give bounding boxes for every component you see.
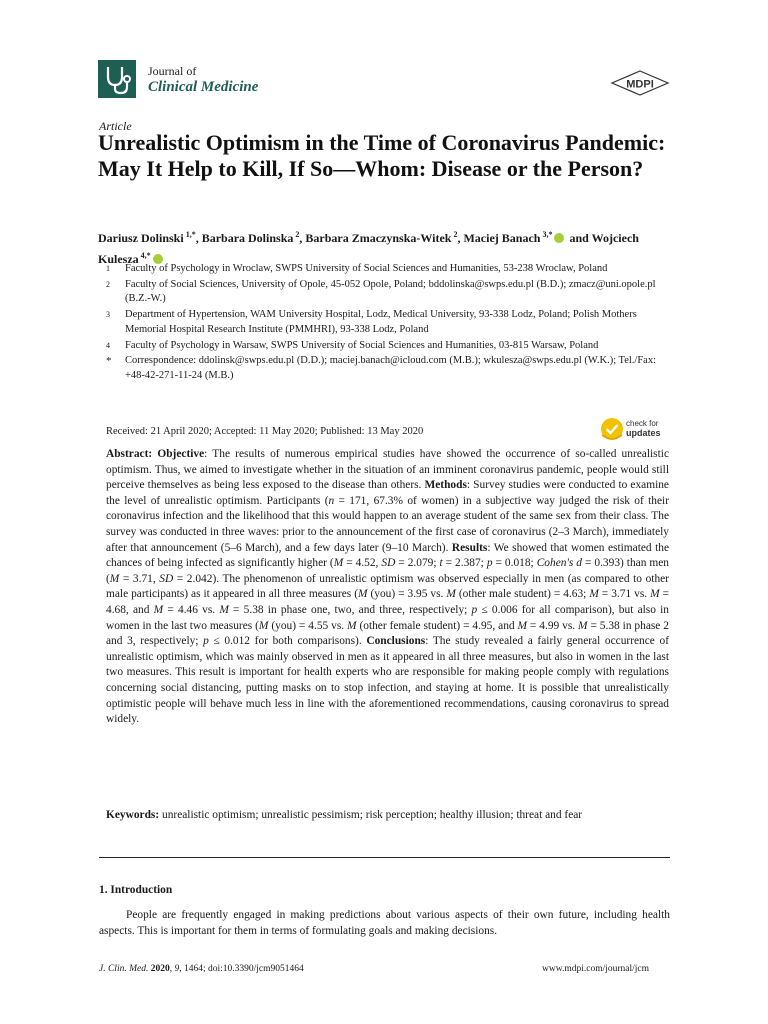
section-divider bbox=[99, 857, 670, 858]
abstract-label: Abstract: bbox=[106, 448, 153, 460]
affiliation-number: 3 bbox=[106, 310, 110, 320]
author-name: Barbara Zmaczynska-Witek bbox=[305, 231, 452, 245]
affiliation-item bbox=[100, 354, 672, 383]
journal-name bbox=[148, 64, 258, 96]
affiliation-item bbox=[100, 278, 672, 307]
affiliation-item bbox=[100, 262, 672, 276]
affiliation-number: 2 bbox=[106, 279, 110, 289]
affiliation-number: 1 bbox=[106, 264, 110, 273]
footer-volume: 9 bbox=[174, 964, 180, 974]
affiliation-text: Faculty of Psychology in Wroclaw, SWPS University of Social Sciences and Humanities, 53-238 Wroclaw, Poland bbox=[125, 263, 608, 274]
abstract bbox=[106, 447, 669, 728]
footer-year: 2020 bbox=[150, 964, 170, 974]
conclusions-label: Conclusions bbox=[366, 635, 426, 648]
footer-journal-abbr: J. Clin. Med. bbox=[99, 964, 149, 974]
author-name: Wojciech Kulesza bbox=[98, 231, 639, 266]
affiliation-item bbox=[100, 339, 672, 353]
affiliation-text: Faculty of Psychology in Warsaw, SWPS University of Social Sciences and Humanities, 03-815 Warsaw, Poland bbox=[125, 339, 599, 351]
article-title: Unrealistic Optimism in the Time of Coronavirus Pandemic: May It Help to Kill, If So—Whom: Disease or the Person? bbox=[98, 130, 666, 181]
affiliation-text: Faculty of Social Sciences, University of Opole, 45-052 Opole, Poland; bddolinska@swps.edu.pl (B.D.); zmacz@uni.opole.pl (B.Z.-W.) bbox=[125, 278, 656, 305]
check-for-updates-badge[interactable] bbox=[600, 415, 672, 443]
journal-name-line2: Clinical Medicine bbox=[148, 79, 259, 96]
affiliation-number: * bbox=[106, 355, 112, 368]
keywords bbox=[106, 808, 669, 824]
article-type: Article bbox=[99, 119, 132, 133]
keywords-text: unrealistic optimism; unrealistic pessimism; risk perception; healthy illusion; threat and fear bbox=[159, 809, 583, 821]
orcid-icon[interactable] bbox=[554, 233, 564, 243]
author-affiliation-marker: 4,* bbox=[138, 251, 151, 260]
affiliation-item bbox=[100, 308, 672, 337]
keywords-label: Keywords: bbox=[106, 809, 160, 821]
check-updates-line1: check for bbox=[626, 419, 659, 428]
footer-journal-url[interactable]: www.mdpi.com/journal/jcm bbox=[542, 964, 650, 974]
stethoscope-icon bbox=[98, 60, 136, 98]
footer-doi: , 1464; doi:10.3390/jcm9051464 bbox=[179, 964, 304, 974]
affiliations bbox=[100, 262, 672, 385]
check-updates-line2: updates bbox=[626, 428, 661, 438]
journal-name-line1: Journal of bbox=[148, 64, 197, 78]
author-list: Dariusz Dolinski $^{1,*}$, Barbara Dolinska $^2$, Barbara Zmaczynska-Witek $^2$, Maciej Banach $^{3,*}$ and Wojciech Kulesza $^{4,*}$ bbox=[98, 230, 639, 266]
mdpi-logo bbox=[610, 70, 670, 96]
author-affiliation-marker: 2 bbox=[293, 230, 300, 239]
footer-citation: J. Clin. Med. 2020, 9, 1464; doi:10.3390/jcm9051464 bbox=[99, 964, 304, 974]
affiliation-text: Department of Hypertension, WAM University Hospital, Lodz, Medical University, 93-338 Lodz, Poland; Polish Mothers Memorial Hospital Research Institute (PMMHRI), 93-338 Lodz, Poland bbox=[125, 309, 637, 335]
check-updates-icon bbox=[601, 418, 623, 440]
author-name: Barbara Dolinska bbox=[201, 231, 294, 245]
author-affiliation-marker: 1,* bbox=[183, 230, 196, 239]
introduction-paragraph: People are frequently engaged in making predictions about various aspects of their own future, including health aspects. This is important for them in terms of formulating goals and making decisions. bbox=[99, 909, 670, 937]
affiliation-number: 4 bbox=[106, 340, 110, 350]
methods-label: Methods bbox=[424, 479, 467, 492]
author-affiliation-marker: 3,* bbox=[540, 230, 553, 239]
results-text: : We showed that women estimated the chances of being infected as significantly higher (M = 4.52, SD = 2.079; t = 2.387; p = 0.018; Cohen's d = 0.393) than men (M = 3.71, SD = 2.042). The phenomenon of unrealistic optimism was observed especially in men (as compared to other male participants) as it appeared in all three measures (M (you) = 3.95 vs. M (other male student) = 4.63; M = 3.71 vs. M = 4.68, and M = 4.46 vs. M = 5.38 in phase one, two, and three, respectively; p ≤ 0.006 for all comparison), but also in women in the last two measures (M (you) = 4.55 vs. M (other female student) = 4.95, and M = 4.99 vs. M = 5.38 in phase 2 and 3, respectively; p ≤ 0.012 for both comparisons). bbox=[106, 541, 670, 648]
author-name: Maciej Banach bbox=[463, 231, 541, 245]
objective-label: Objective bbox=[157, 448, 205, 460]
methods-text: : Survey studies were conducted to examine the level of unrealistic optimism. Participants (n = 171, 67.3% of women) in a subjective way judged the risk of their coronavirus infection and the likelihood that this would happen to an average student of the same sex from their class. The survey was conducted in three waves: prior to the announcement of the first case of coronavirus (2–3 March), immediately after that announcement (5–6 March), and a few days later (9–10 March). bbox=[106, 479, 669, 554]
author-affiliation-marker: 2 bbox=[451, 230, 458, 239]
conclusions-text: : The study revealed a fairly general occurrence of unrealistic optimism, which was mainly observed in men as it appeared in all three measures, but also in women in the last two measures. This result is important for health experts who are responsible for making people comply with regulations concerning social distancing, putting masks on to stop infection, and staying at home. It is possible that unrealistically optimistic people will behave much less in line with the aforementioned recommendations, causing coronavirus to spread widely. bbox=[106, 635, 669, 726]
publication-dates: Received: 21 April 2020; Accepted: 11 May 2020; Published: 13 May 2020 bbox=[106, 426, 424, 437]
mdpi-logo-text: MDPI bbox=[626, 78, 654, 91]
results-label: Results bbox=[451, 541, 488, 554]
affiliation-text: Correspondence: ddolinsk@swps.edu.pl (D.D.); maciej.banach@icloud.com (M.B.); wkulesza@swps.edu.pl (W.K.); Tel./Fax: +48-42-271-11-24 (M.B.) bbox=[125, 355, 657, 381]
section-heading-introduction: 1. Introduction bbox=[99, 884, 173, 896]
objective-text: : The results of numerous empirical studies have showed the occurrence of so-called unrealistic optimism. Thus, we aimed to investigate whether in the situation of an imminent coronavirus pandemic, people would still perceive themselves as being less exposed to the disease than others. bbox=[106, 448, 669, 492]
author-name: Dariusz Dolinski bbox=[98, 231, 184, 245]
